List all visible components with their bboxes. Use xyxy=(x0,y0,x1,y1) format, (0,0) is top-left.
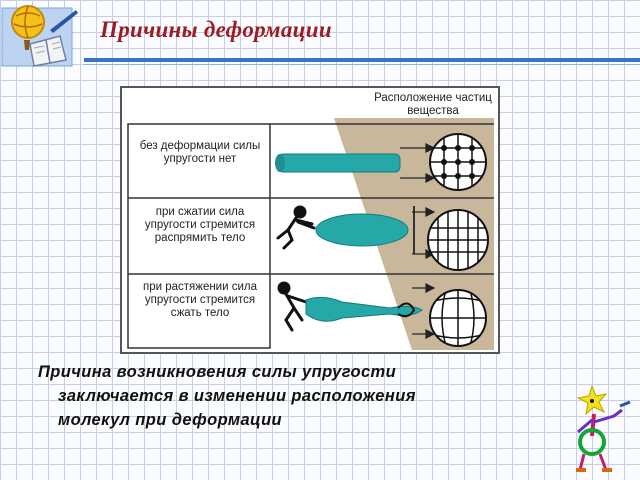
deformation-figure xyxy=(120,86,500,354)
globe-book-logo-icon xyxy=(0,0,86,72)
rod-undeformed xyxy=(275,154,400,172)
body-compressed xyxy=(316,214,408,246)
row-label-tension: при растяжении сила упругости стремится сжать тело xyxy=(142,281,258,319)
title-underline-thin xyxy=(84,64,640,65)
particles-grid-undeformed xyxy=(430,134,486,190)
slide-title: Причины деформации xyxy=(100,17,332,42)
title-underline xyxy=(84,58,640,62)
row-label-no-deformation: без деформации силы упругости нет xyxy=(139,140,261,165)
person-pulling-figure xyxy=(279,283,306,330)
particles-arrangement-header: Расположение частиц вещества xyxy=(374,92,492,117)
row-label-compression: при сжатии сила упругости стремится распрямить тело xyxy=(144,206,256,244)
conclusion-line-2: заключается в изменении расположения xyxy=(58,387,416,405)
conclusion-text xyxy=(38,360,558,432)
cartoon-mascot-icon xyxy=(570,380,636,476)
conclusion-line-1: Причина возникновения силы упругости xyxy=(38,363,397,381)
particles-grid-compressed xyxy=(428,210,488,270)
conclusion-line-3: молекул при деформации xyxy=(58,411,283,429)
particles-grid-stretched xyxy=(430,290,486,346)
person-pushing-figure xyxy=(278,207,314,248)
